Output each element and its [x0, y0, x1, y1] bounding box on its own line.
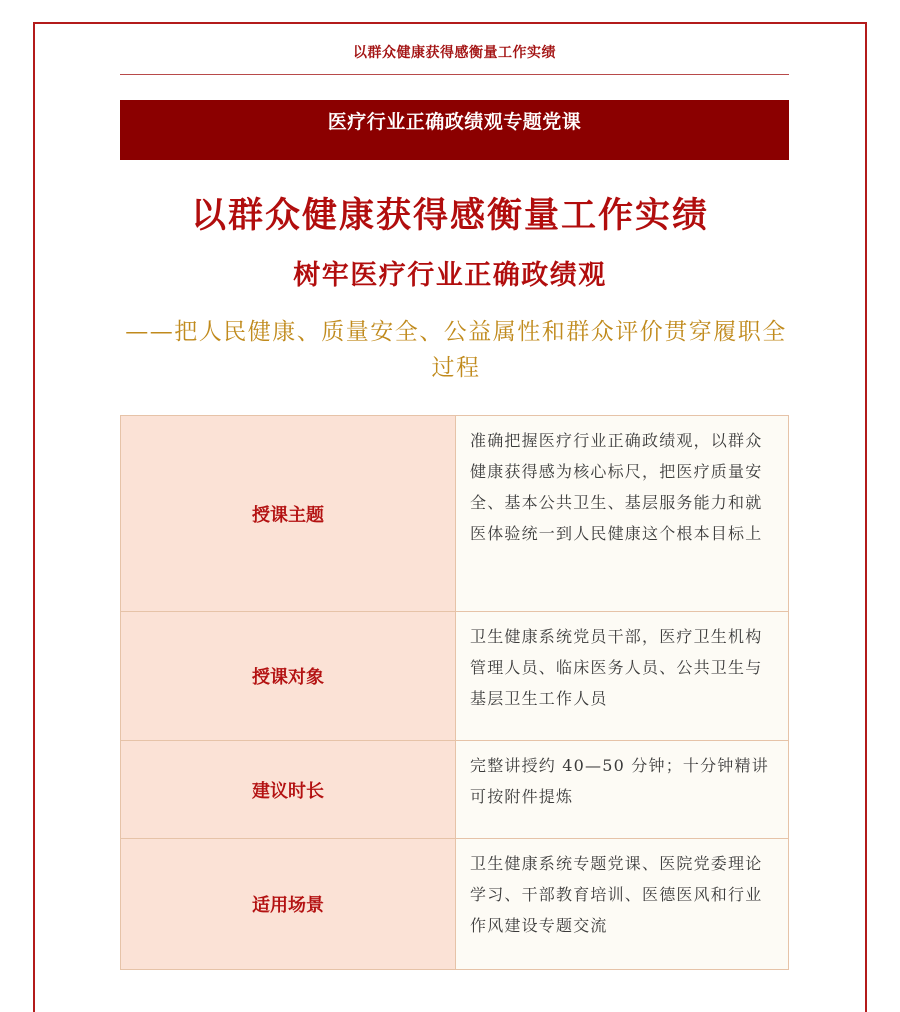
row-label-topic: 授课主题: [121, 416, 456, 612]
tagline: ——把人民健康、质量安全、公益属性和群众评价贯穿履职全过程: [125, 319, 787, 381]
row-value-scenario: 卫生健康系统专题党课、医院党委理论学习、干部教育培训、医德医风和行业作风建设专题交流: [456, 839, 789, 970]
running-head: 以群众健康获得感衡量工作实绩: [353, 45, 556, 61]
table-row: [121, 741, 789, 839]
row-label-scenario: 适用场景: [121, 839, 456, 970]
course-banner: 医疗行业正确政绩观专题党课: [120, 100, 789, 160]
row-value-duration: 完整讲授约 40—50 分钟；十分钟精讲可按附件提炼: [456, 741, 789, 839]
table-row: [121, 839, 789, 970]
row-value-audience: 卫生健康系统党员干部，医疗卫生机构管理人员、临床医务人员、公共卫生与基层卫生工作人员: [456, 612, 789, 741]
row-value-topic: 准确把握医疗行业正确政绩观，以群众健康获得感为核心标尺，把医疗质量安全、基本公共卫生、基层服务能力和就医体验统一到人民健康这个根本目标上: [456, 416, 789, 612]
table-row: [121, 612, 789, 741]
course-info-table: [120, 415, 789, 970]
main-title: 以群众健康获得感衡量工作实绩: [190, 196, 709, 236]
row-label-duration: 建议时长: [121, 741, 456, 839]
sub-title: 树牢医疗行业正确政绩观: [293, 260, 607, 291]
row-label-audience: 授课对象: [121, 612, 456, 741]
header-divider: [120, 74, 789, 75]
table-row: [121, 416, 789, 612]
